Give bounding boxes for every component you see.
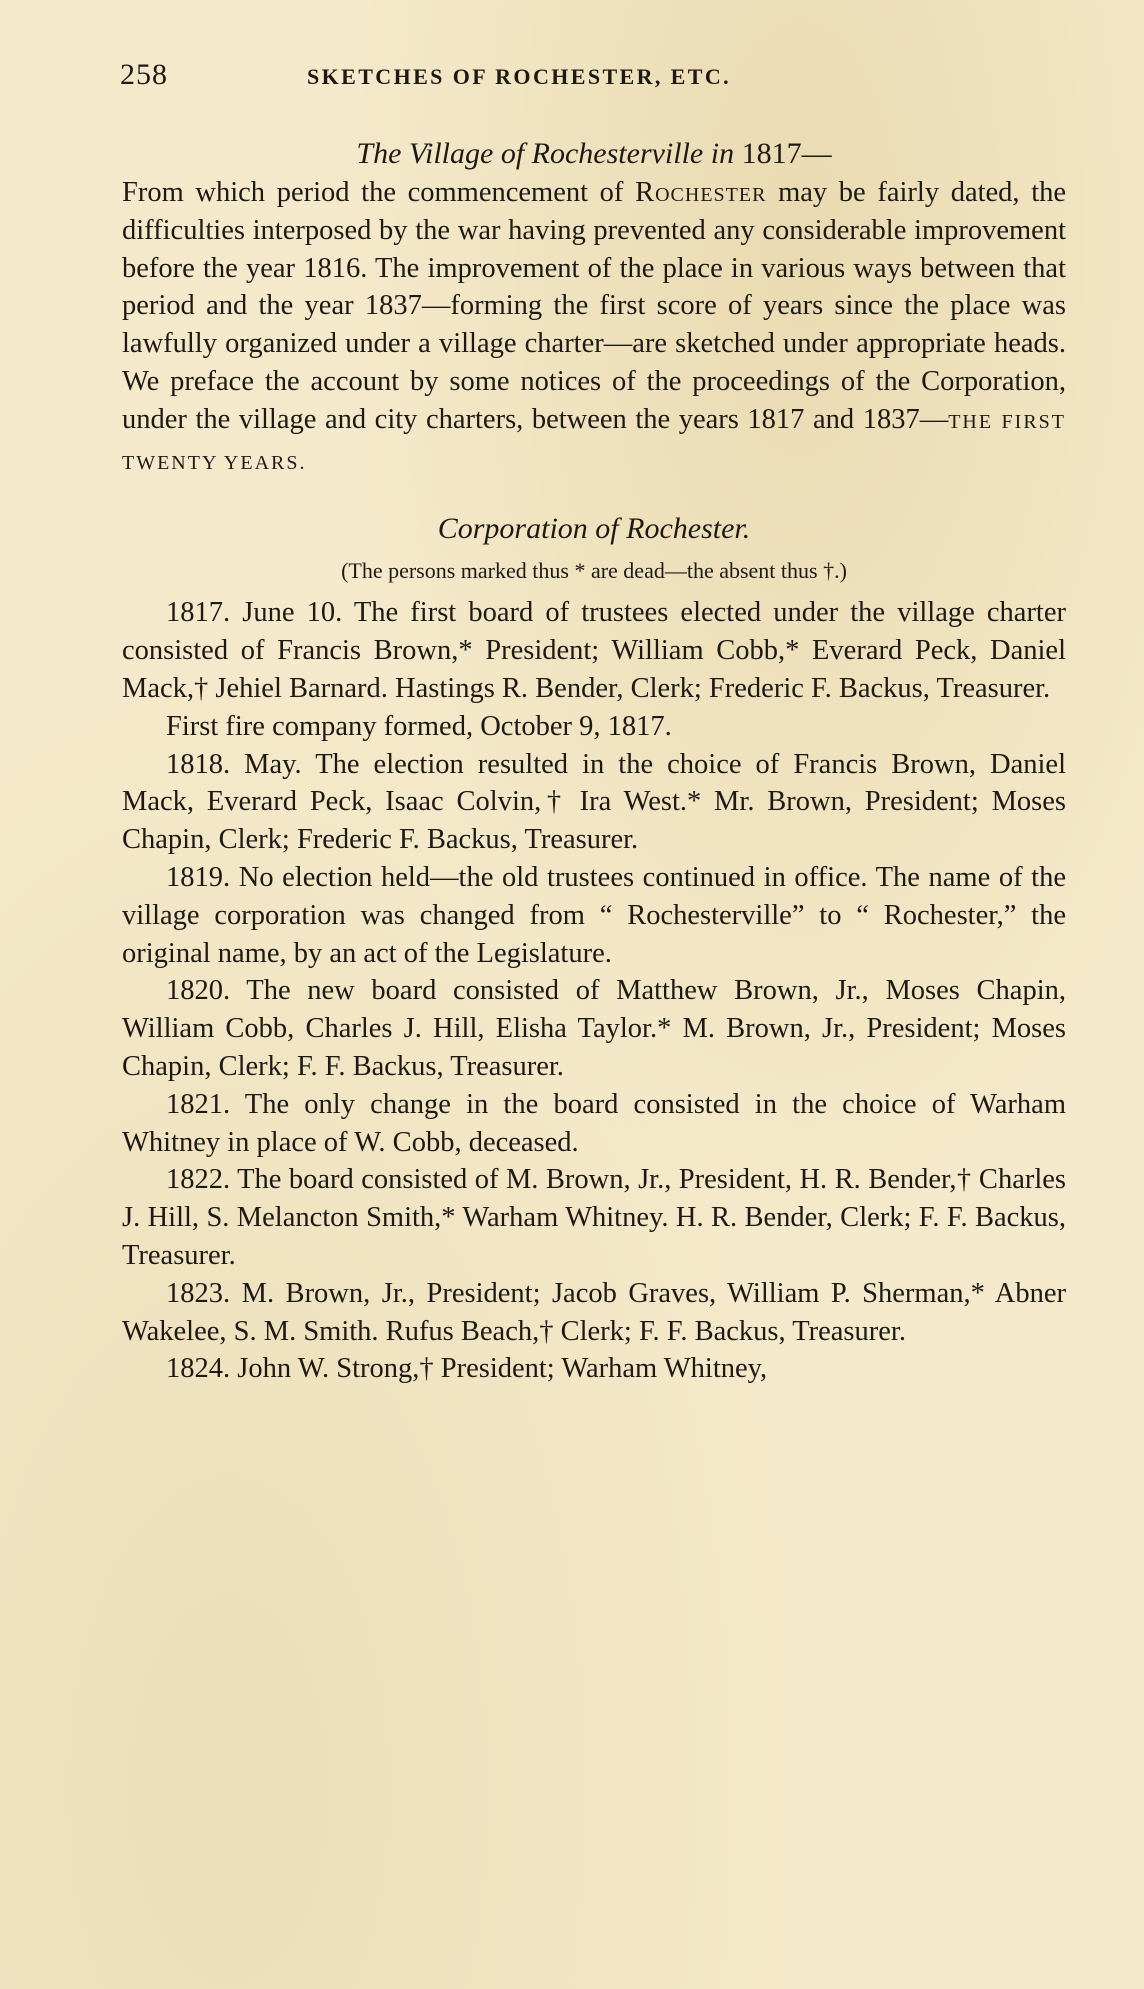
page-number: 258 — [120, 58, 168, 91]
intro-text-start: From which period the commencement of — [122, 177, 624, 208]
entry-1822: 1822. The board consisted of M. Brown, Jr., President, H. R. Bender,† Charles J. Hill, S. Melancton Smith,* Warham Whitney. H. R. Bender, Clerk; F. F. Backus, Treasurer. — [122, 1164, 1066, 1271]
entry-1819: 1819. No election held—the old trustees continued in office. The name of the village corporation was changed from “ Rochesterville” to “ Rochester,” the original name, by an act of the Legislature. — [122, 861, 1066, 969]
first-twenty-years: THE FIRST TWENTY YEARS. — [122, 410, 1066, 474]
section-heading-year: 1817— — [741, 137, 832, 170]
entry-1818: 1818. May. The election resulted in the choice of Francis Brown, Daniel Mack, Everard Peck, Isaac Colvin,† Ira West.* Mr. Brown, President; Moses Chapin, Clerk; Frederic F. Backus, Treasurer. — [122, 748, 1066, 856]
intro-paragraph — [122, 174, 1066, 482]
corporation-heading: Corporation of Rochester. — [437, 512, 751, 546]
entry-1817: 1817. June 10. The first board of trustees elected under the village charter consisted of Francis Brown,* President; William Cobb,* Everard Peck, Daniel Mack,† Jehiel Barnard. Hastings R. Bender, Clerk; Frederic F. Backus, Treasurer. — [122, 597, 1066, 704]
entry-1820: 1820. The new board consisted of Matthew Brown, Jr., Moses Chapin, William Cobb, Charles J. Hill, Elisha Taylor.* M. Brown, Jr., President; Moses Chapin, Clerk; F. F. Backus, Treasurer. — [122, 975, 1066, 1082]
intro-text-body: may be fairly dated, the difficulties interposed by the war having prevented any considerable improvement before the year 1816. The improvement of the place in various ways between that period and the year 1837—forming the first score of years since the place was lawfully organized under a village charter—are sketched under appropriate heads. We preface the account by some notices of the proceedings of the Corporation, under the village and city charters, between the years 1817 and 1837— — [122, 177, 1067, 435]
entry-1821: 1821. The only change in the board consisted in the choice of Warham Whitney in place of W. Cobb, deceased. — [122, 1088, 1066, 1158]
rochester-smallcaps: Rochester — [635, 177, 767, 208]
legend-note: (The persons marked thus * are dead—the absent thus †.) — [341, 558, 847, 584]
section-heading-italic: The Village of Rochesterville in — [356, 137, 735, 170]
section-heading — [122, 136, 1066, 172]
running-title: SKETCHES OF ROCHESTER, ETC. — [307, 64, 732, 89]
entry-1824: 1824. John W. Strong,† President; Warham Whitney, — [166, 1353, 768, 1385]
entry-fire-company: First fire company formed, October 9, 1817. — [166, 710, 672, 742]
page-header — [120, 58, 1070, 98]
entry-1823: 1823. M. Brown, Jr., President; Jacob Graves, William P. Sherman,* Abner Wakelee, S. M. Smith. Rufus Beach,† Clerk; F. F. Backus, Treasurer. — [122, 1277, 1066, 1347]
page-body — [122, 136, 1066, 1388]
